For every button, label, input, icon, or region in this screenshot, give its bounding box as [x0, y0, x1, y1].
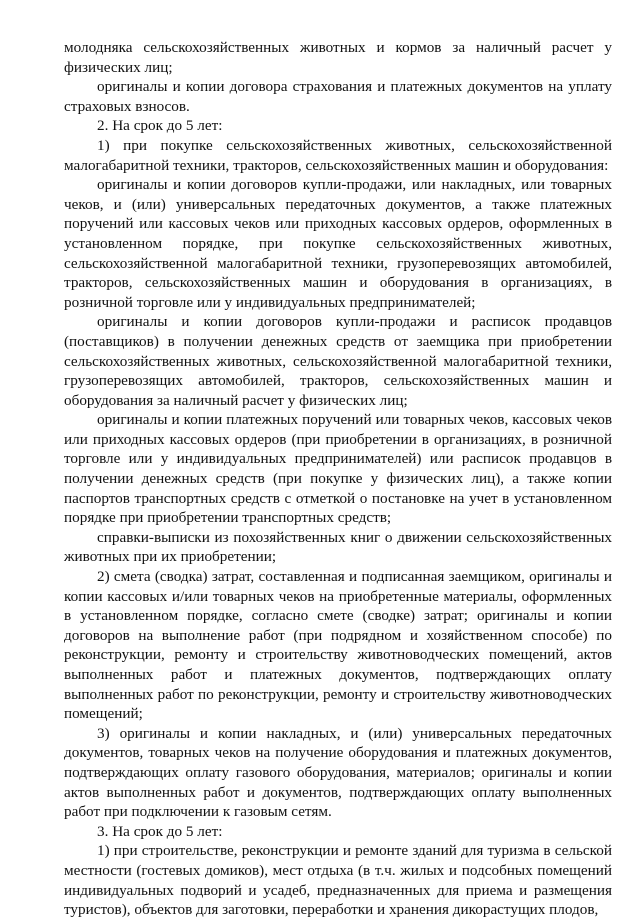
paragraph-insurance-documents: оригиналы и копии договора страхования и платежных документов на уплату страховых взносов.	[64, 78, 612, 115]
item-3-1: 1) при строительстве, реконструкции и ремонте зданий для туризма в сельской местности (гостевых домиков), мест отдыха (в т.ч. жилых и подсобных помещений индивидуальных подворий и усадеб, предназначенных для приема и размещения туристов), объектов для заготовки, переработки и хранения дикорастущих плодов,	[64, 842, 612, 919]
section-heading-2: 2. На срок до 5 лет:	[97, 117, 223, 135]
paragraph-continuation: молодняка сельскохозяйственных животных и кормов за наличный расчет у физических лиц;	[64, 39, 612, 76]
item-2-2: 2) смета (сводка) затрат, составленная и подписанная заемщиком, оригиналы и копии кассовых и/или товарных чеков на приобретенные материалы, оформленных в установленном порядке, согласно смете (сводке) затрат; оригиналы и копии договоров на выполнение работ (при подрядном и хозяйственном способе) по реконструкции, ремонту и строительству животноводческих помещений, актов выполненных работ и платежных документов, подтверждающих оплату выполненных работ по реконструкции, ремонту и строительству животноводческих помещений;	[64, 568, 612, 723]
paragraph-payment-orders: оригиналы и копии платежных поручений или товарных чеков, кассовых чеков или приходных кассовых ордеров (при приобретении в организациях, в розничной торговле или у индивидуальных предпринимателей) или расписок продавцов в получении денежных средств (при покупке у физических лиц), а также копии паспортов транспортных средств с отметкой о постановке на учет в установленном порядке при приобретении транспортных средств;	[64, 411, 612, 527]
item-2-3: 3) оригиналы и копии накладных, и (или) универсальных передаточных документов, товарных чеков на получение оборудования и платежных документов, подтверждающих оплату газового оборудования, материалов; оригиналы и копии актов выполненных работ и документов, подтверждающих оплату выполненных работ при подключении к газовым сетям.	[64, 724, 612, 821]
paragraph-household-book-extracts: справки-выписки из похозяйственных книг о движении сельскохозяйственных животных при их приобретении;	[64, 528, 612, 566]
paragraph-purchase-contracts: оригиналы и копии договоров купли-продажи, или накладных, или товарных чеков, и (или) универсальных передаточных документов, а также платежных поручений или кассовых чеков или приходных кассовых ордеров, оформленных в установленном порядке, при покупке сельскохозяйственных животных, сельскохозяйственной малогабаритной техники, грузоперевозящих автомобилей, тракторов, сельскохозяйственных машин и оборудования в организациях, в розничной торговле или у индивидуальных предпринимателей;	[64, 176, 612, 311]
paragraph-seller-receipts: оригиналы и копии договоров купли-продажи и расписок продавцов (поставщиков) в получении денежных средств от заемщика при приобретении сельскохозяйственных животных, сельскохозяйственной малогабаритной техники, грузоперевозящих автомобилей, тракторов, сельскохозяйственных машин и оборудования за наличный расчет у физических лиц;	[64, 313, 612, 409]
item-2-1: 1) при покупке сельскохозяйственных животных, сельскохозяйственной малогабаритной техники, тракторов, сельскохозяйственных машин и оборудования:	[64, 136, 612, 174]
section-heading-3: 3. На срок до 5 лет:	[97, 822, 223, 840]
